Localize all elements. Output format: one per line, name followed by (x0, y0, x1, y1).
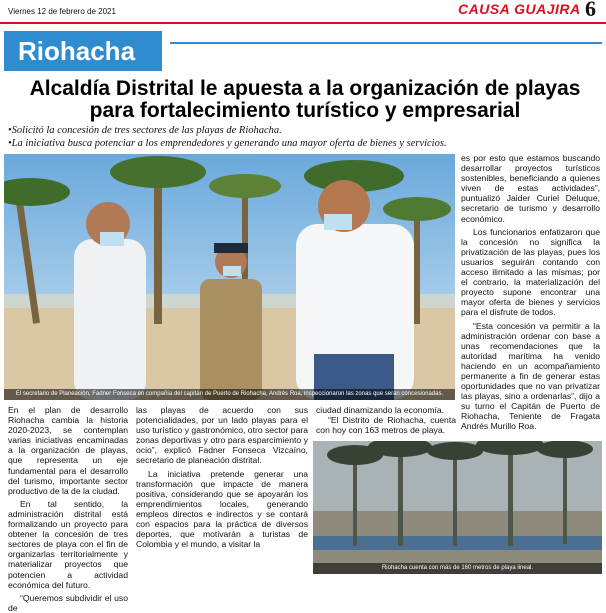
article-column-1 (8, 405, 128, 613)
article-column-2 (136, 405, 308, 549)
palm-beach-illustration (313, 441, 602, 574)
beach-photo-caption: Riohacha cuenta con más de 160 metros de playa lineal. (313, 563, 602, 574)
beach-inspection-illustration (4, 154, 455, 400)
paragraph: ciudad dinamizando la economía. (316, 405, 445, 415)
header-divider (0, 22, 606, 24)
article-headline: Alcaldía Distrital le apuesta a la organización de playas para fortalecimiento turístico y empresarial (29, 77, 581, 122)
section-rule (170, 42, 602, 70)
main-photo-caption: El secretario de Planeación, Fadner Fonseca en compañía del capitán de Puerto de Riohacha, Andrés Roa, inspeccionaron las zonas que serán concesionadas. (4, 389, 455, 400)
newspaper-brand: CAUSA GUAJIRA (458, 1, 581, 17)
page-number: 6 (585, 0, 596, 21)
paragraph: En tal sentido, la administración distrital está formalizando un proyecto para obtener la concesión de tres sectores de playa con el fin de organizarlas territorialmente y materializar proyectos que potencien a actividad económica del futuro. (8, 498, 128, 590)
paragraph: Los funcionarios enfatizaron que la concesión no significa la privatización de las playas, pues los usuarios seguirán contando con acceso ilimitado a las mismas; por el contrario, la materialización del proyecto supone encontrar una mayor oferta de bienes y servicios para el disfrute de todos. (461, 226, 600, 318)
paragraph: “Queremos subdividir el uso de (8, 592, 128, 613)
paragraph: En el plan de desarrollo Riohacha cambia la historia 2020-2023, se contemplan varias iniciativas encaminadas a la organización de playas, que representa un eje fundamental para el desarrollo del turismo, importante sector productivo de la de la ciudad. (8, 405, 128, 496)
paragraph: La iniciativa pretende generar una transformación que impacte de manera positiva, considerando que se apoyarán los emprendimientos locales, generando empleos directos e indirectos y se contará con espacios para la práctica de diversos deportes, que motivarán a turistas de Colombia y el mundo, a visitar la (136, 468, 308, 550)
article-summary (8, 124, 598, 150)
issue-date: Viernes 12 de febrero de 2021 (8, 7, 116, 16)
summary-bullet: •Solicitó la concesión de tres sectores de las playas de Riohacha. (8, 125, 282, 136)
article-column-4 (461, 153, 600, 432)
main-photo (4, 154, 455, 400)
paragraph: es por esto que estamos buscando desarrollar proyectos turísticos sostenibles, beneficiando a quienes viven de estas actividades”, puntualizó Jaider Curiel Deluque, secretario de turismo y desarrollo económico. (461, 153, 600, 224)
section-label: Riohacha (4, 31, 162, 71)
summary-bullet: •La iniciativa busca potenciar a los emprendedores y generando una mayor oferta de bienes y servicios. (8, 138, 447, 149)
paragraph: las playas de acuerdo con sus potencialidades, por un lado playas para el uso turístico y gastronómico, otro sector para zonas deportivas y otro para esparcimiento y ocio”, explicó Fadner Fonseca Vizcaíno, secretario de planeación distrital. (136, 405, 308, 466)
paragraph: “Esta concesión va permitir a la administración ordenar con base a unas recomendaciones que la autoridad marítima ha venido haciendo en un acompañamiento permanente a fin de generar estas oportunidades que no van privatizar las playas, sino a ordenarlas”, dijo a su turno el Capitán de Puerto de Riohacha, Teniente de Fragata Andrés Murillo Roa. (461, 320, 600, 432)
beach-photo (313, 441, 602, 574)
paragraph: “El Distrito de Riohacha, cuenta con hoy con 163 metros de playa. (316, 415, 456, 436)
article-column-3 (316, 405, 456, 435)
